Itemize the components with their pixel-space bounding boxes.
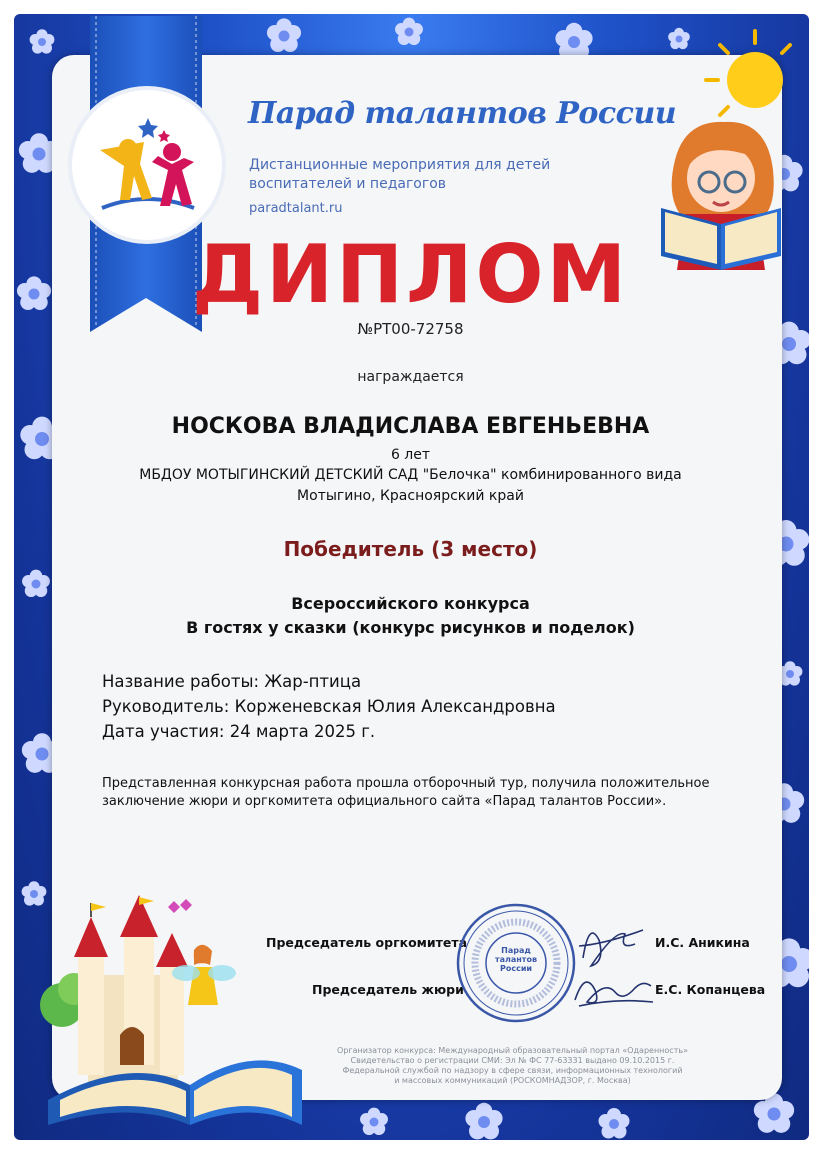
handwritten-signatures [565,910,660,1020]
brand-name: Парад талантов России [248,96,677,131]
stamp-line3: России [499,964,533,973]
stamp-line2: талантов [494,955,537,964]
jury-note [102,775,742,811]
contest-line1: Всероссийского конкурса [291,594,530,613]
diploma-title: ДИПЛОМ [191,228,630,321]
contest-line2: В гостях у сказки (конкурс рисунков и поделок) [186,618,635,637]
sun-icon [700,25,800,125]
note-line2: заключение жюри и оргкомитета официального сайта «Парад талантов России». [102,794,667,809]
note-line1: Представленная конкурсная работа прошла отборочный тур, получила положительное [102,776,710,791]
org-chair-name: И.С. Аникина [655,935,750,950]
brand-logo [72,90,222,240]
diploma-number: №РТ00-72758 [357,320,464,338]
tagline-line1: Дистанционные мероприятия для детей [249,157,551,173]
official-stamp [455,902,577,1024]
brand-tagline [249,156,550,194]
awarded-label: награждается [357,369,464,385]
site-link[interactable]: paradtalant.ru [249,201,343,216]
jury-chair-name: Е.С. Копанцева [655,982,766,997]
jury-chair-role: Председатель жюри [312,982,464,997]
recipient-name: НОСКОВА ВЛАДИСЛАВА ЕВГЕНЬЕВНА [171,414,650,439]
org-chair-role: Председатель оргкомитета [266,935,468,950]
supervisor: Руководитель: Корженевская Юлия Александровна [102,697,556,716]
participation-date: Дата участия: 24 марта 2025 г. [102,722,376,741]
logo-figures-icon [72,90,222,240]
organizer-info [330,1046,695,1086]
organizer-line3: Федеральной службой по надзору в сфере связи, информационных технологий [342,1066,683,1075]
award-place: Победитель (3 место) [283,537,538,561]
organizer-line2: Свидетельство о регистрации СМИ: Эл № ФС 77-63331 выдано 09.10.2015 г. [350,1056,675,1065]
work-title: Название работы: Жар-птица [102,672,362,691]
tagline-line2: воспитателей и педагогов [249,176,447,192]
stamp-line1: Парад [501,946,531,955]
castle-book-illustration [40,895,310,1125]
recipient-age: 6 лет [390,447,431,463]
recipient-institution: МБДОУ МОТЫГИНСКИЙ ДЕТСКИЙ САД "Белочка" комбинированного вида [139,467,682,483]
recipient-location: Мотыгино, Красноярский край [297,488,524,504]
organizer-line1: Организатор конкурса: Международный образовательный портал «Одаренность» [337,1046,688,1055]
organizer-line4: и массовых коммуникаций (РОСКОМНАДЗОР, г. Москва) [394,1076,631,1085]
